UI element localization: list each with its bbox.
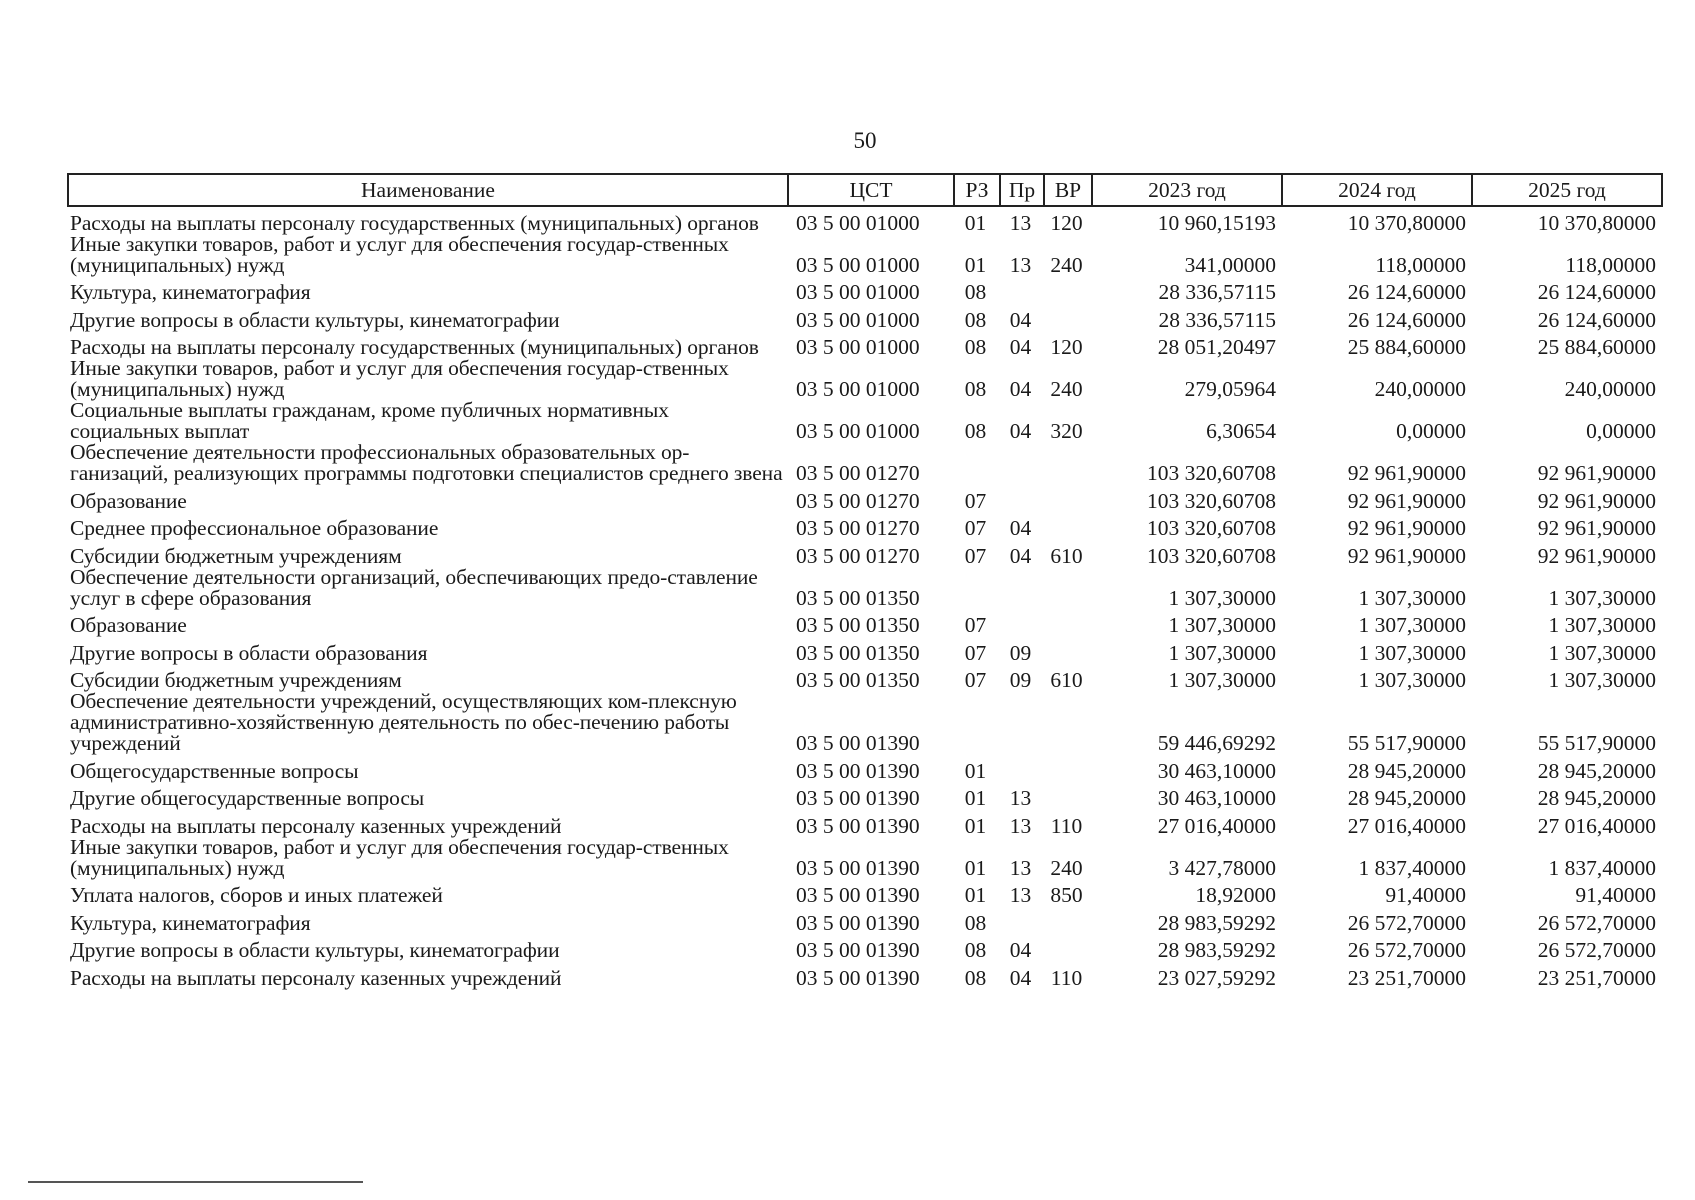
row-cst: 03 5 00 01270 xyxy=(796,461,920,485)
row-cst: 03 5 00 01350 xyxy=(796,640,920,665)
row-2023: 28 983,59292 xyxy=(1157,938,1276,962)
row-cst: 03 5 00 01390 xyxy=(796,786,920,810)
row-vr xyxy=(1044,636,1092,664)
row-rz: 08 xyxy=(964,377,987,401)
row-rz: 01 xyxy=(964,813,987,838)
row-name: Другие вопросы в области культуры, кинематографии xyxy=(70,938,560,962)
table-row xyxy=(68,400,1662,442)
row-2024: 92 961,90000 xyxy=(1347,543,1466,568)
header-2024: 2024 год xyxy=(1282,174,1472,206)
row-name: Расходы на выплаты персоналу казенных учреждений xyxy=(70,965,562,990)
table-row xyxy=(68,609,1662,637)
row-2024: 23 251,70000 xyxy=(1347,965,1466,990)
row-rz: 08 xyxy=(964,938,987,962)
row-vr: 120 xyxy=(1050,210,1083,235)
table-row xyxy=(68,484,1662,512)
row-pr: 13 xyxy=(1009,786,1032,810)
row-rz: 08 xyxy=(964,335,987,359)
row-2025: 28 945,20000 xyxy=(1537,758,1656,783)
row-vr xyxy=(1044,303,1092,331)
row-2025: 91,40000 xyxy=(1575,883,1656,907)
row-pr: 13 xyxy=(1009,855,1032,880)
row-pr: 13 xyxy=(1009,210,1032,235)
table-row xyxy=(68,331,1662,359)
row-name: Обеспечение деятельности организаций, обеспечивающих предо-ставление услуг в сфере образования xyxy=(70,564,758,610)
row-2023: 103 320,60708 xyxy=(1147,488,1276,513)
row-pr xyxy=(1000,906,1044,934)
row-vr: 240 xyxy=(1050,377,1083,401)
row-2025: 1 307,30000 xyxy=(1548,585,1656,610)
table-body xyxy=(68,206,1662,989)
table-row xyxy=(68,961,1662,989)
row-pr: 04 xyxy=(1009,377,1032,401)
row-name: Культура, кинематография xyxy=(70,280,311,304)
row-cst: 03 5 00 01000 xyxy=(796,252,920,277)
row-name: Иные закупки товаров, работ и услуг для обеспечения государ-ственных (муниципальных) нужд xyxy=(70,356,729,401)
row-2023: 1 307,30000 xyxy=(1168,585,1276,610)
row-name: Образование xyxy=(70,613,187,637)
row-vr xyxy=(1044,609,1092,637)
row-name: Общегосударственные вопросы xyxy=(70,758,359,783)
table-row xyxy=(68,837,1662,879)
budget-table xyxy=(67,173,1663,989)
row-2025: 26 124,60000 xyxy=(1537,307,1656,332)
row-name: Расходы на выплаты персоналу казенных учреждений xyxy=(70,813,562,838)
row-2025: 1 307,30000 xyxy=(1548,640,1656,665)
row-rz: 01 xyxy=(964,758,987,783)
header-vr: ВР xyxy=(1044,174,1092,206)
row-pr xyxy=(1000,567,1044,609)
row-2023: 30 463,10000 xyxy=(1157,786,1276,810)
row-cst: 03 5 00 01270 xyxy=(796,543,920,568)
row-rz xyxy=(954,442,1000,484)
row-pr: 04 xyxy=(1009,307,1032,332)
row-cst: 03 5 00 01350 xyxy=(796,585,920,610)
table-row xyxy=(68,512,1662,540)
row-cst: 03 5 00 01390 xyxy=(796,813,920,838)
row-2024: 27 016,40000 xyxy=(1347,813,1466,838)
row-2023: 341,00000 xyxy=(1184,252,1276,277)
row-cst: 03 5 00 01390 xyxy=(796,883,920,907)
table-row xyxy=(68,879,1662,907)
header-cst: ЦСТ xyxy=(788,174,954,206)
row-cst: 03 5 00 01000 xyxy=(796,335,920,359)
row-pr xyxy=(1000,276,1044,304)
row-cst: 03 5 00 01350 xyxy=(796,668,920,692)
row-name: Иные закупки товаров, работ и услуг для обеспечения государ-ственных (муниципальных) нужд xyxy=(70,834,729,880)
row-2023: 18,92000 xyxy=(1195,883,1276,907)
row-vr xyxy=(1044,512,1092,540)
row-pr: 04 xyxy=(1009,965,1032,990)
row-2024: 92 961,90000 xyxy=(1347,516,1466,540)
row-2025: 26 572,70000 xyxy=(1537,938,1656,962)
table-row xyxy=(68,303,1662,331)
row-2023: 1 307,30000 xyxy=(1168,640,1276,665)
row-2024: 26 572,70000 xyxy=(1347,910,1466,935)
row-2023: 27 016,40000 xyxy=(1157,813,1276,838)
row-rz: 01 xyxy=(964,786,987,810)
page-number: 50 xyxy=(853,128,877,153)
row-name: Уплата налогов, сборов и иных платежей xyxy=(70,883,443,907)
row-2024: 0,00000 xyxy=(1396,419,1466,443)
row-name: Расходы на выплаты персоналу государственных (муниципальных) органов xyxy=(70,210,759,235)
row-cst: 03 5 00 01000 xyxy=(796,307,920,332)
row-pr: 13 xyxy=(1009,813,1032,838)
row-rz: 07 xyxy=(964,488,987,513)
table-row xyxy=(68,782,1662,810)
row-vr xyxy=(1044,934,1092,962)
row-2023: 28 983,59292 xyxy=(1157,910,1276,935)
row-name: Среднее профессиональное образование xyxy=(70,516,439,540)
row-vr xyxy=(1044,276,1092,304)
row-cst: 03 5 00 01000 xyxy=(796,210,920,235)
row-name: Другие общегосударственные вопросы xyxy=(70,786,425,810)
row-2024: 25 884,60000 xyxy=(1347,335,1466,359)
row-2023: 6,30654 xyxy=(1206,419,1276,443)
row-name: Культура, кинематография xyxy=(70,910,311,935)
row-pr xyxy=(1000,691,1044,754)
row-name: Иные закупки товаров, работ и услуг для обеспечения государ-ственных (муниципальных) нужд xyxy=(70,231,729,277)
row-2025: 118,00000 xyxy=(1565,252,1656,277)
row-cst: 03 5 00 01000 xyxy=(796,377,920,401)
row-2024: 92 961,90000 xyxy=(1347,488,1466,513)
table-row xyxy=(68,636,1662,664)
table-row xyxy=(68,691,1662,754)
row-vr xyxy=(1044,691,1092,754)
header-pr: Пр xyxy=(1000,174,1044,206)
row-rz: 07 xyxy=(964,640,987,665)
row-rz xyxy=(954,567,1000,609)
header-rz: РЗ xyxy=(954,174,1000,206)
row-name: Другие вопросы в области образования xyxy=(70,640,428,665)
row-pr xyxy=(1000,442,1044,484)
row-2025: 1 837,40000 xyxy=(1548,855,1656,880)
row-rz: 08 xyxy=(964,280,987,304)
row-2023: 28 051,20497 xyxy=(1157,335,1276,359)
row-rz: 08 xyxy=(964,307,987,332)
row-2024: 118,00000 xyxy=(1375,252,1466,277)
row-rz: 07 xyxy=(964,543,987,568)
row-vr xyxy=(1044,782,1092,810)
table-header xyxy=(68,174,1662,206)
table-row xyxy=(68,906,1662,934)
row-2025: 1 307,30000 xyxy=(1548,668,1656,692)
row-cst: 03 5 00 01000 xyxy=(796,280,920,304)
row-2023: 28 336,57115 xyxy=(1158,307,1276,332)
table-row xyxy=(68,567,1662,609)
row-rz: 01 xyxy=(964,883,987,907)
row-rz: 08 xyxy=(964,910,987,935)
row-vr: 240 xyxy=(1050,252,1083,277)
row-pr: 04 xyxy=(1009,516,1032,540)
row-2024: 1 837,40000 xyxy=(1358,855,1466,880)
table-row xyxy=(68,664,1662,692)
row-2024: 55 517,90000 xyxy=(1347,731,1466,755)
row-2024: 92 961,90000 xyxy=(1347,461,1466,485)
row-name: Расходы на выплаты персоналу государственных (муниципальных) органов xyxy=(70,335,759,359)
row-cst: 03 5 00 01350 xyxy=(796,613,920,637)
table-row xyxy=(68,276,1662,304)
row-rz: 07 xyxy=(964,668,987,692)
row-cst: 03 5 00 01390 xyxy=(796,731,920,755)
table-row xyxy=(68,539,1662,567)
row-2024: 1 307,30000 xyxy=(1358,585,1466,610)
row-2023: 103 320,60708 xyxy=(1147,461,1276,485)
row-2024: 26 124,60000 xyxy=(1347,307,1466,332)
row-vr xyxy=(1044,442,1092,484)
row-vr: 610 xyxy=(1050,543,1083,568)
row-vr xyxy=(1044,906,1092,934)
row-2023: 1 307,30000 xyxy=(1168,668,1276,692)
row-2025: 0,00000 xyxy=(1586,419,1656,443)
row-cst: 03 5 00 01390 xyxy=(796,910,920,935)
row-rz: 07 xyxy=(964,613,987,637)
row-2023: 1 307,30000 xyxy=(1168,613,1276,637)
table-row xyxy=(68,206,1662,234)
row-2024: 91,40000 xyxy=(1385,883,1466,907)
row-2025: 23 251,70000 xyxy=(1537,965,1656,990)
row-pr: 09 xyxy=(1009,668,1032,692)
row-2024: 26 572,70000 xyxy=(1347,938,1466,962)
row-2024: 1 307,30000 xyxy=(1358,668,1466,692)
row-2025: 10 370,80000 xyxy=(1537,210,1656,235)
row-vr: 110 xyxy=(1050,965,1083,990)
row-2025: 28 945,20000 xyxy=(1537,786,1656,810)
table-row xyxy=(68,234,1662,276)
row-2025: 1 307,30000 xyxy=(1548,613,1656,637)
row-2023: 59 446,69292 xyxy=(1157,731,1276,755)
table-row xyxy=(68,809,1662,837)
row-2024: 1 307,30000 xyxy=(1358,613,1466,637)
row-2025: 27 016,40000 xyxy=(1537,813,1656,838)
row-cst: 03 5 00 01390 xyxy=(796,758,920,783)
row-cst: 03 5 00 01270 xyxy=(796,516,920,540)
row-vr: 320 xyxy=(1050,419,1083,443)
row-pr xyxy=(1000,754,1044,782)
header-2023: 2023 год xyxy=(1092,174,1282,206)
row-vr: 240 xyxy=(1050,855,1083,880)
row-2024: 26 124,60000 xyxy=(1347,280,1466,304)
row-name: Субсидии бюджетным учреждениям xyxy=(70,668,402,692)
row-rz: 08 xyxy=(964,965,987,990)
row-2023: 103 320,60708 xyxy=(1147,516,1276,540)
row-2023: 3 427,78000 xyxy=(1168,855,1276,880)
row-2025: 92 961,90000 xyxy=(1537,461,1656,485)
row-2024: 28 945,20000 xyxy=(1347,786,1466,810)
row-pr: 04 xyxy=(1009,419,1032,443)
footer-divider xyxy=(28,1181,363,1183)
row-pr: 04 xyxy=(1009,938,1032,962)
row-2024: 1 307,30000 xyxy=(1358,640,1466,665)
row-vr xyxy=(1044,754,1092,782)
row-vr: 120 xyxy=(1050,335,1083,359)
table-row xyxy=(68,934,1662,962)
row-pr: 13 xyxy=(1009,883,1032,907)
row-pr: 04 xyxy=(1009,335,1032,359)
row-pr: 09 xyxy=(1009,640,1032,665)
row-2024: 28 945,20000 xyxy=(1347,758,1466,783)
row-rz: 07 xyxy=(964,516,987,540)
row-2025: 92 961,90000 xyxy=(1537,488,1656,513)
row-name: Обеспечение деятельности профессиональных образовательных ор-ганизаций, реализующих программы подготовки специалистов среднего звена xyxy=(70,440,783,485)
row-vr xyxy=(1044,567,1092,609)
row-rz xyxy=(954,691,1000,754)
row-rz: 01 xyxy=(964,252,987,277)
row-rz: 08 xyxy=(964,419,987,443)
row-2025: 240,00000 xyxy=(1564,377,1656,401)
table-row xyxy=(68,358,1662,400)
row-rz: 01 xyxy=(964,855,987,880)
row-cst: 03 5 00 01000 xyxy=(796,419,920,443)
row-vr: 110 xyxy=(1050,813,1083,838)
row-2023: 103 320,60708 xyxy=(1147,543,1276,568)
row-rz: 01 xyxy=(964,210,987,235)
row-2023: 30 463,10000 xyxy=(1157,758,1276,783)
row-name: Субсидии бюджетным учреждениям xyxy=(70,543,402,568)
row-vr: 850 xyxy=(1050,883,1083,907)
row-2025: 26 572,70000 xyxy=(1537,910,1656,935)
row-cst: 03 5 00 01390 xyxy=(796,965,920,990)
row-pr: 04 xyxy=(1009,543,1032,568)
row-vr: 610 xyxy=(1050,668,1083,692)
row-2023: 28 336,57115 xyxy=(1158,280,1276,304)
row-2023: 10 960,15193 xyxy=(1157,210,1276,235)
row-pr xyxy=(1000,484,1044,512)
row-pr: 13 xyxy=(1009,252,1032,277)
row-2024: 240,00000 xyxy=(1374,377,1466,401)
row-pr xyxy=(1000,609,1044,637)
table-row xyxy=(68,754,1662,782)
row-vr xyxy=(1044,484,1092,512)
row-name: Социальные выплаты гражданам, кроме публичных нормативных социальных выплат xyxy=(70,398,669,443)
row-2023: 23 027,59292 xyxy=(1157,965,1276,990)
row-2025: 26 124,60000 xyxy=(1537,280,1656,304)
row-cst: 03 5 00 01390 xyxy=(796,938,920,962)
row-name: Другие вопросы в области культуры, кинематографии xyxy=(70,307,560,332)
row-name: Обеспечение деятельности учреждений, осуществляющих ком-плексную административно-хозяйственную деятельность по обес-печению работы учреждений xyxy=(70,689,737,755)
row-2025: 92 961,90000 xyxy=(1537,516,1656,540)
row-cst: 03 5 00 01390 xyxy=(796,855,920,880)
header-2025: 2025 год xyxy=(1472,174,1662,206)
row-2025: 55 517,90000 xyxy=(1537,731,1656,755)
row-2023: 279,05964 xyxy=(1184,377,1276,401)
row-2025: 92 961,90000 xyxy=(1537,543,1656,568)
row-2024: 10 370,80000 xyxy=(1347,210,1466,235)
row-2025: 25 884,60000 xyxy=(1537,335,1656,359)
row-name: Образование xyxy=(70,488,187,513)
table-row xyxy=(68,442,1662,484)
header-name: Наименование xyxy=(68,174,788,206)
row-cst: 03 5 00 01270 xyxy=(796,488,920,513)
